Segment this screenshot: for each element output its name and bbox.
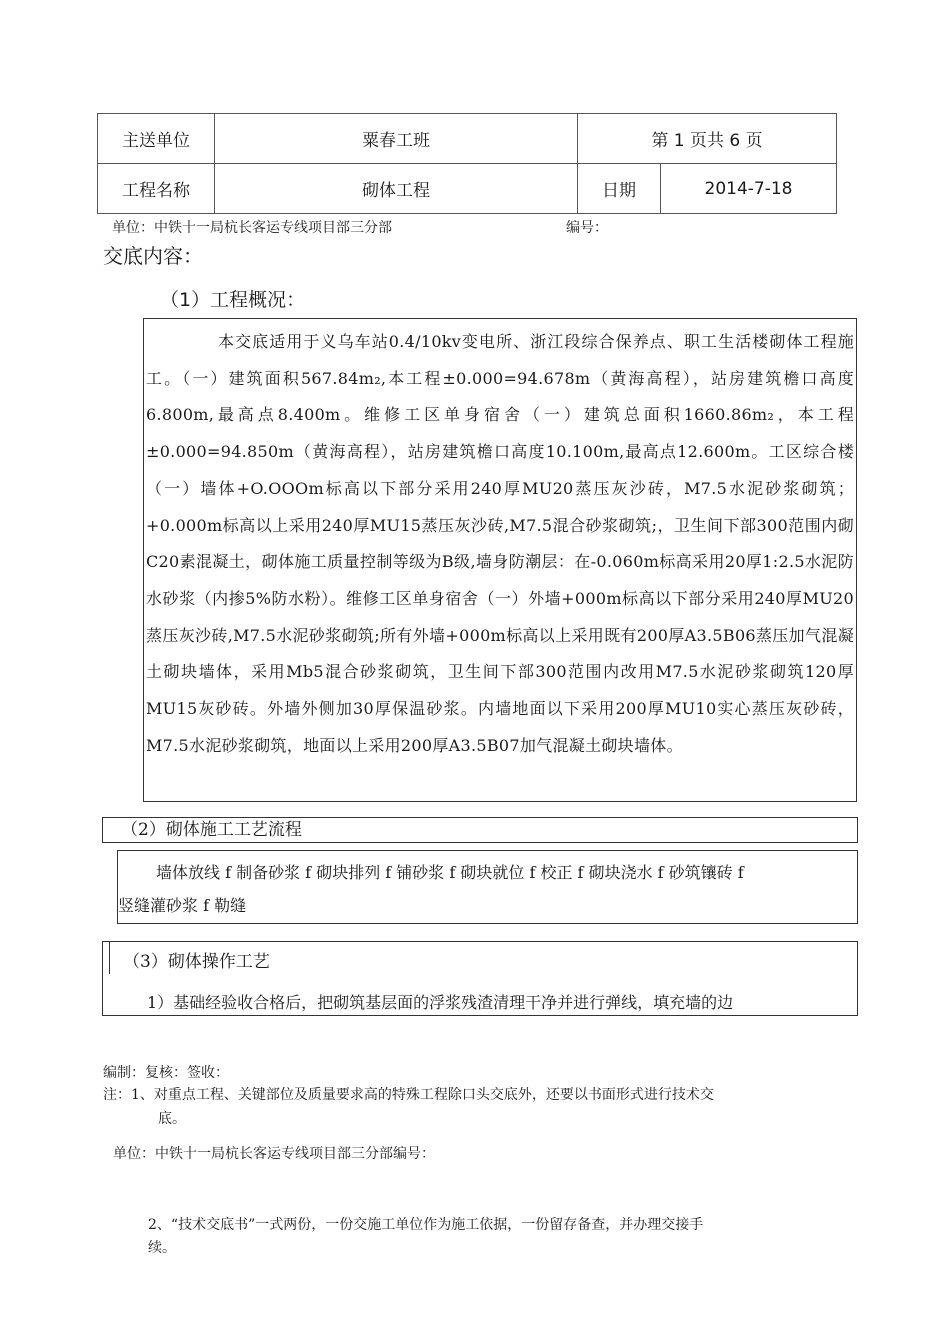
sender-label: 主送单位 xyxy=(98,114,215,164)
note1-line2: 底。 xyxy=(158,1111,186,1127)
date-value: 2014-7-18 xyxy=(661,164,837,214)
header-row-2 xyxy=(98,164,837,214)
section3-title: （3）砌体操作工艺 xyxy=(123,952,270,972)
unit-line: 单位：中铁十一局杭长客运专线项目部三分部 xyxy=(112,220,392,236)
note2-line2: 续。 xyxy=(148,1240,176,1256)
project-label: 工程名称 xyxy=(98,164,215,214)
section1-paragraph: 本交底适用于义乌车站0.4/10kv变电所、浙江段综合保养点、职工生活楼砌体工程施工。（一）建筑面积567.84m₂,本工程±0.000=94.678m（黄海高程），站房建筑檐口高度6.800m,最高点8.400m。维修工区单身宿舍（一）建筑总面积1660.86m₂，本工程±0.000=94.850m（黄海高程），站房建筑檐口高度10.100m,最高点12.600m。工区综合楼（一）墙体+O.OOOm标高以下部分采用240厚MU20蒸压灰沙砖，M7.5水泥砂浆砌筑；+0.000m标高以上采用240厚MU15蒸压灰沙砖,M7.5混合砂浆砌筑;，卫生间下部300范围内砌C20素混凝土，砌体施工质量控制等级为B级,墙身防潮层：在-0.060m标高采用20厚1:2.5水泥防水砂浆（内掺5%防水粉）。维修工区单身宿舍（一）外墙+000m标高以下部分采用240厚MU20蒸压灰沙砖,M7.5水泥砂浆砌筑;所有外墙+000m标高以上采用既有200厚A3.5B06蒸压加气混凝土砌块墙体，采用Mb5混合砂浆砌筑，卫生间下部300范围内改用M7.5水泥砂浆砌筑120厚MU15灰砂砖。外墙外侧加30厚保温砂浆。内墙地面以下采用200厚MU10实心蒸压灰砂砖，M7.5水泥砂浆砌筑，地面以上采用200厚A3.5B07加气混凝土砌块墙体。 xyxy=(146,332,854,755)
note1-line1: 注：1、对重点工程、关键部位及质量要求高的特殊工程除口头交底外，还要以书面形式进行技术交 xyxy=(103,1087,714,1103)
page-info: 第 1 页共 6 页 xyxy=(578,114,837,164)
section1-title: （1）工程概况： xyxy=(160,289,306,311)
header-row-1 xyxy=(98,114,837,164)
section3-line1: 1）基础经验收合格后，把砌筑基层面的浮浆残渣清理干净并进行弹线，填充墙的边 xyxy=(147,993,734,1012)
header-table xyxy=(97,113,837,214)
number-label: 编号： xyxy=(566,220,608,236)
section2-line1: 墙体放线 f 制备砂浆 f 砌块排列 f 铺砂浆 f 砌块就位 f 校正 f 砌块浇水 f 砂筑镶砖 f xyxy=(156,863,744,882)
section2-line2: 竖缝灌砂浆 f 勒缝 xyxy=(118,896,247,915)
section2-box xyxy=(117,850,858,924)
project-value: 砌体工程 xyxy=(215,164,578,214)
section1-box xyxy=(143,318,857,802)
signoff: 编制：复核：签收： xyxy=(103,1065,229,1081)
unit-repeat: 单位：中铁十一局杭长客运专线项目部三分部编号： xyxy=(113,1146,435,1162)
content-title: 交底内容： xyxy=(103,244,203,268)
section3-box xyxy=(102,941,858,1016)
section3-divider xyxy=(103,942,110,974)
note2-line1: 2、“技术交底书”一式两份，一份交施工单位作为施工依据，一份留存备查，并办理交接手 xyxy=(148,1217,704,1233)
section2-title: （2）砌体施工工艺流程 xyxy=(102,817,858,843)
date-label: 日期 xyxy=(578,164,661,214)
sender-value: 粟春工班 xyxy=(215,114,578,164)
